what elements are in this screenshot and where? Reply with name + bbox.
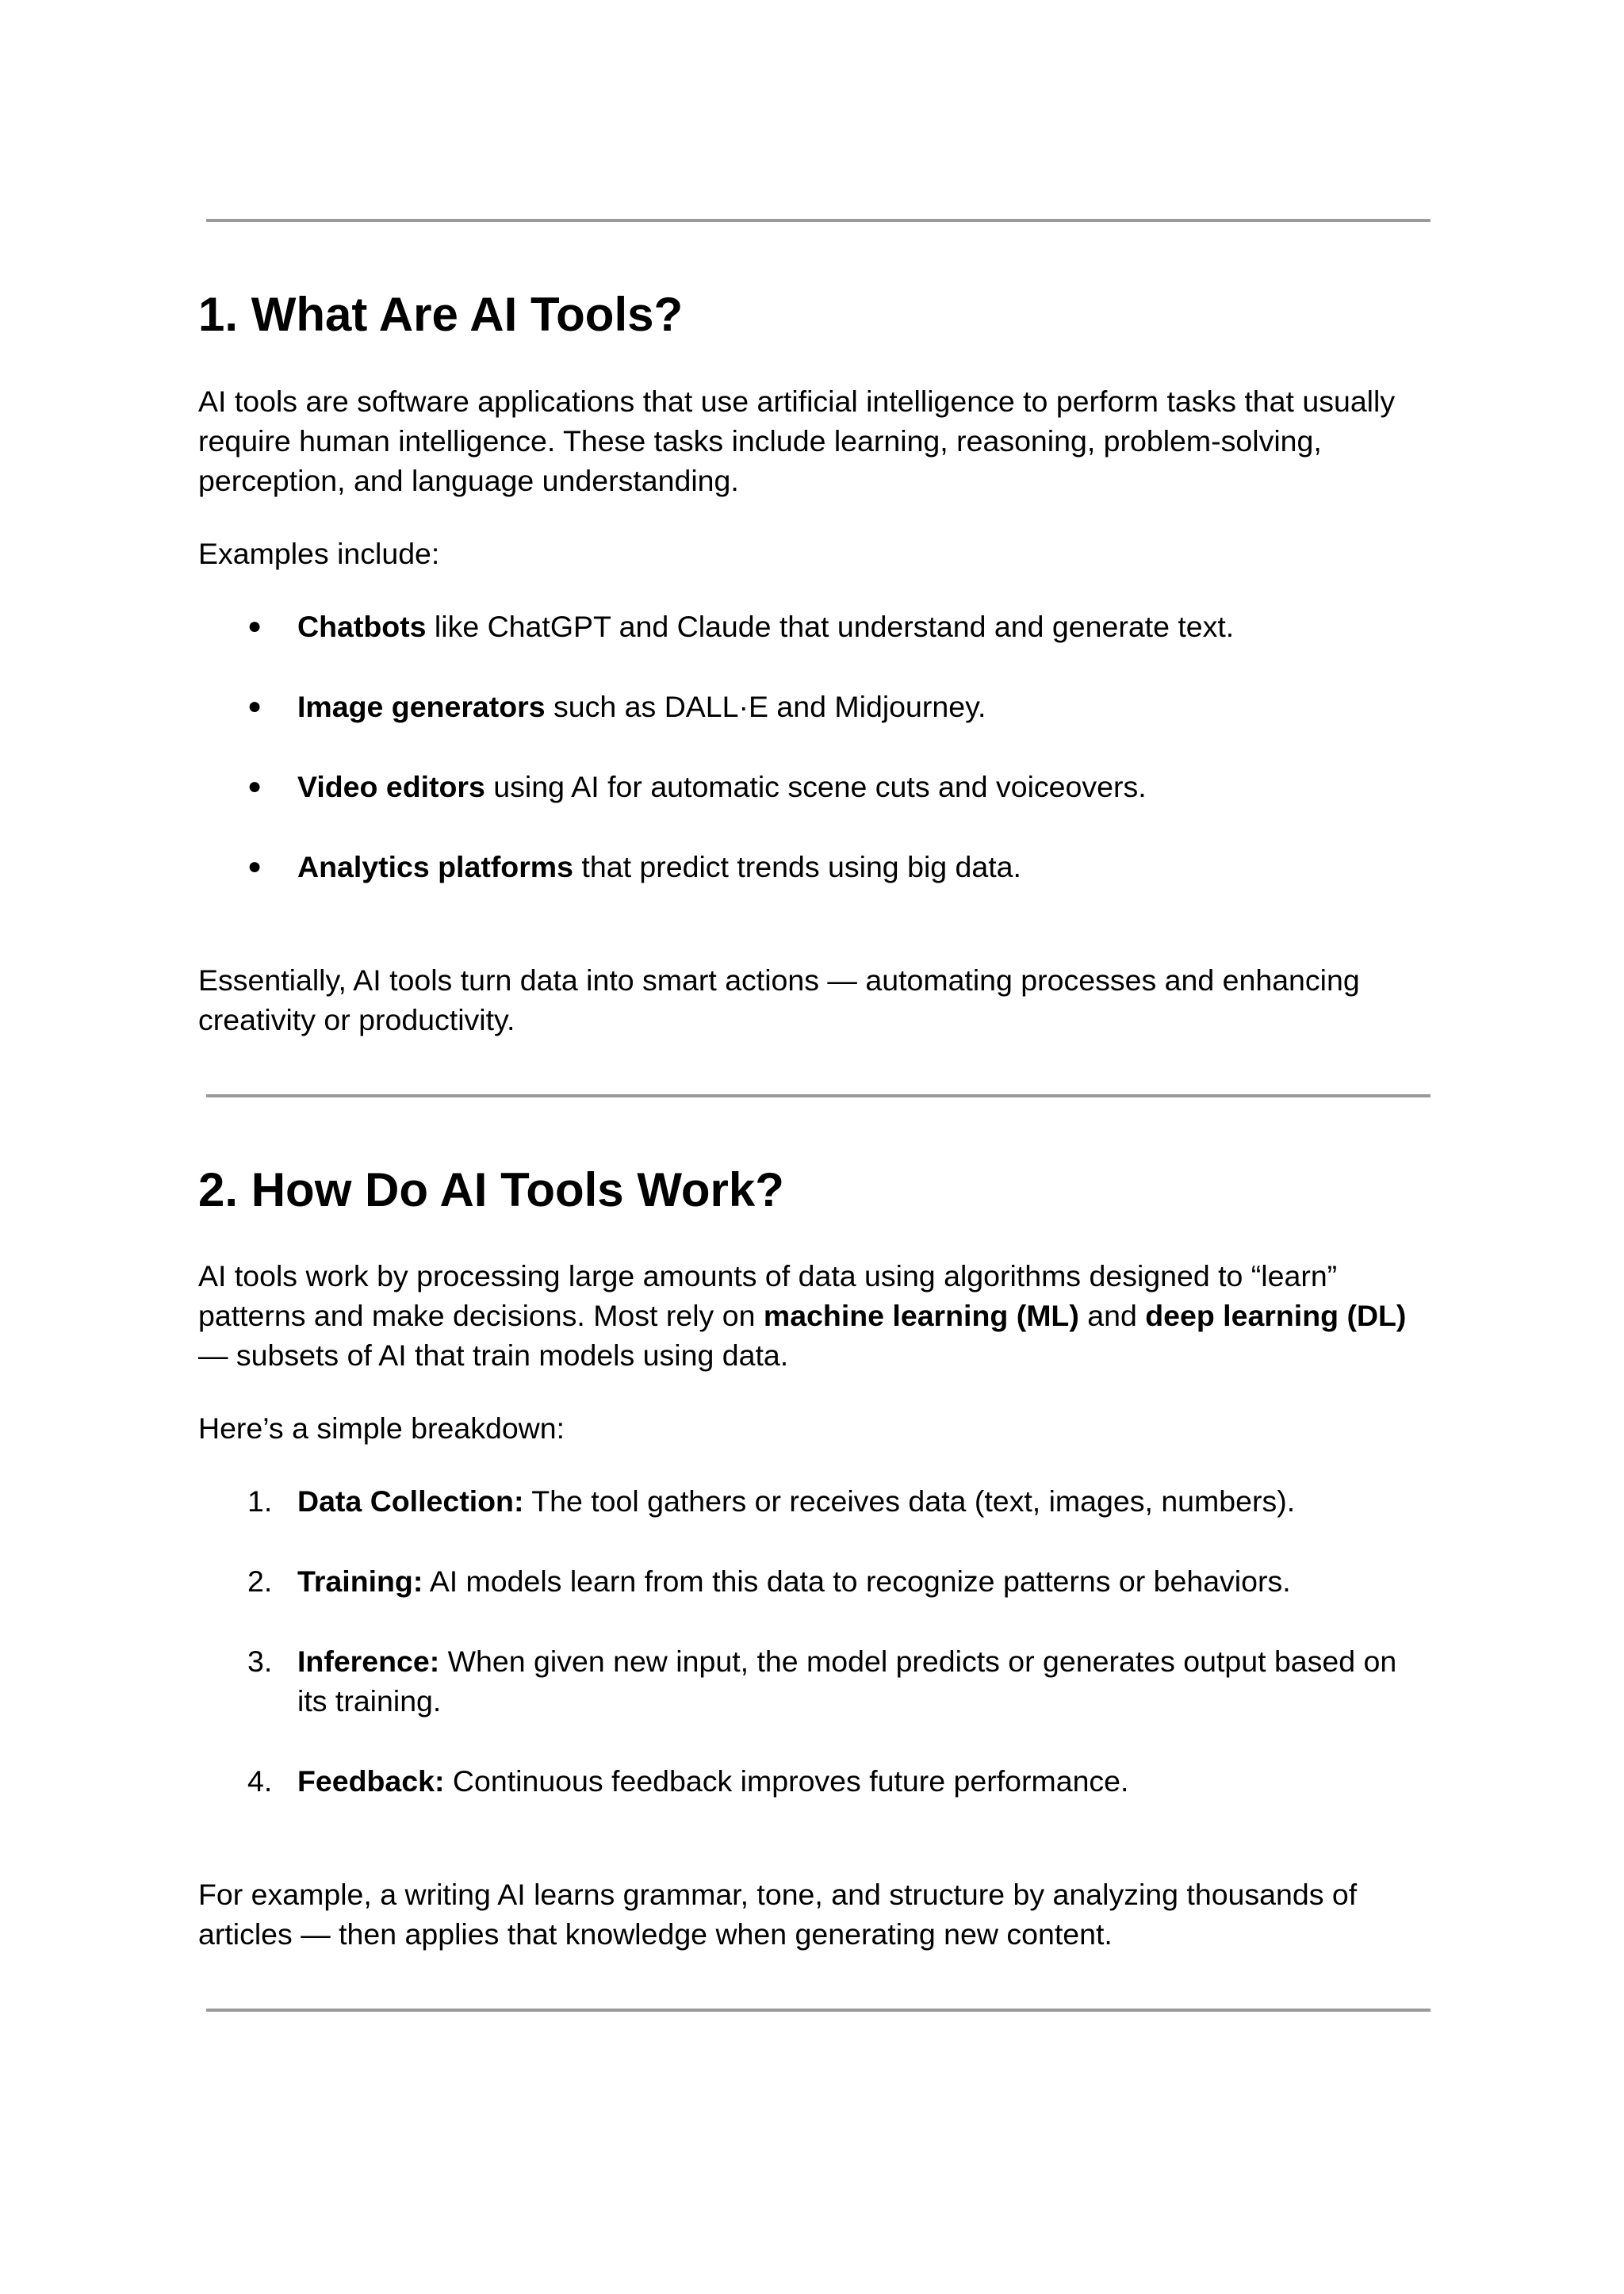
list-item-term: Analytics platforms <box>297 850 574 883</box>
numbered-item-term: Training: <box>297 1564 423 1598</box>
numbered-item-text: The tool gathers or receives data (text, images, numbers). <box>523 1484 1296 1518</box>
list-item-term: Chatbots <box>297 610 427 643</box>
bullet-icon: ● <box>247 693 262 719</box>
bullet-icon: ● <box>247 853 262 879</box>
bullet-icon: ● <box>247 773 262 799</box>
list-number: 3. <box>247 1645 273 1678</box>
intro-text: and <box>1078 1299 1146 1332</box>
intro-text: AI tools work by processing large amounts of data using algorithms designed to “learn” patterns and make decisions. Most rely on <box>198 1259 1338 1332</box>
breakdown-lead: Here’s a simple breakdown: <box>198 1411 565 1445</box>
section-1-heading: 1. What Are AI Tools? <box>198 288 684 341</box>
divider-middle <box>206 1094 1431 1097</box>
divider-bottom <box>206 2009 1431 2012</box>
list-number: 4. <box>247 1764 273 1798</box>
list-number: 2. <box>247 1564 273 1598</box>
numbered-item-text: When given new input, the model predicts or generates output based on its training. <box>297 1645 1397 1718</box>
list-item-text: such as DALL·E and Midjourney. <box>545 690 986 723</box>
numbered-item-term: Data Collection: <box>297 1484 524 1518</box>
numbered-item-term: Inference: <box>297 1645 440 1678</box>
intro-text: — subsets of AI that train models using data. <box>198 1338 789 1372</box>
divider-top <box>206 219 1431 222</box>
section-2-heading: 2. How Do AI Tools Work? <box>198 1163 784 1216</box>
section-1-summary: Essentially, AI tools turn data into smart actions — automating processes and enhancing creativity or productivity. <box>198 963 1360 1036</box>
numbered-item-term: Feedback: <box>297 1764 445 1798</box>
numbered-item-text: Continuous feedback improves future performance. <box>444 1764 1129 1798</box>
section-1-intro: AI tools are software applications that use artificial intelligence to perform tasks that usually require human intelligence. These tasks include learning, reasoning, problem-solving, perception, and language understanding. <box>198 385 1396 497</box>
list-number: 1. <box>247 1484 273 1518</box>
list-item-text: using AI for automatic scene cuts and voiceovers. <box>485 770 1147 803</box>
intro-bold-dl: deep learning (DL) <box>1145 1299 1407 1332</box>
examples-lead: Examples include: <box>198 537 440 570</box>
list-item-term: Video editors <box>297 770 485 803</box>
list-item-text: that predict trends using big data. <box>573 850 1021 883</box>
bullet-icon: ● <box>247 613 262 639</box>
section-2-intro <box>198 1256 1435 1375</box>
section-2-example: For example, a writing AI learns grammar, tone, and structure by analyzing thousands of articles — then applies that knowledge when generating new content. <box>198 1878 1358 1951</box>
list-item-text: like ChatGPT and Claude that understand and generate text. <box>426 610 1235 643</box>
numbered-item-text: AI models learn from this data to recognize patterns or behaviors. <box>423 1564 1291 1598</box>
list-item-term: Image generators <box>297 690 546 723</box>
intro-bold-ml: machine learning (ML) <box>763 1299 1079 1332</box>
